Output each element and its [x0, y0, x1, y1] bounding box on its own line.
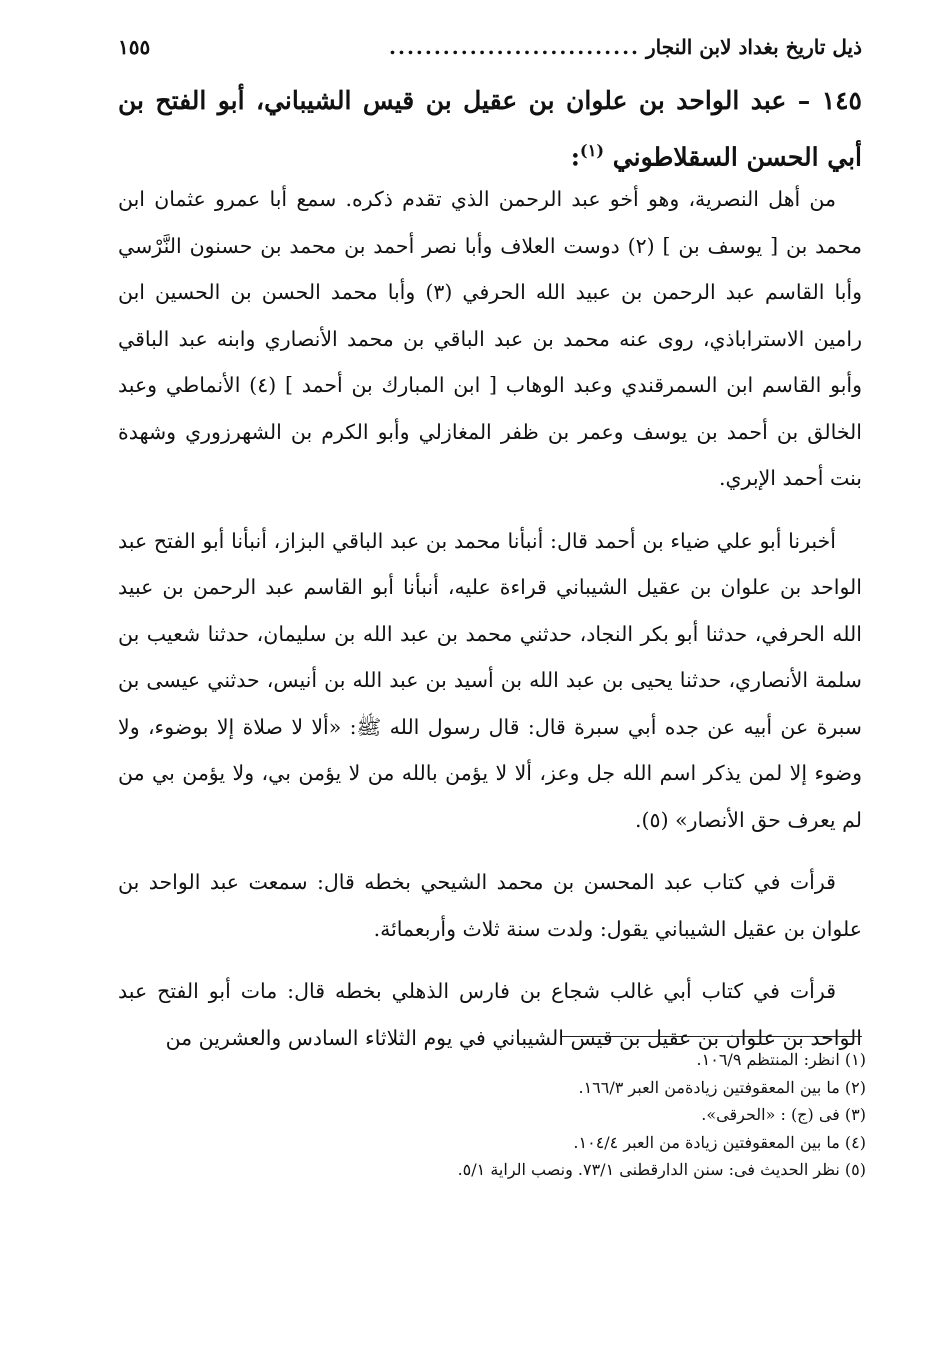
- footnote-5: (٥) نظر الحديث فى: سنن الدارقطنى ٧٣/١. ونصب الراية ٥/١.: [457, 1160, 866, 1179]
- footnote-2: (٢) ما بين المعقوفتين زيادةمن العبر ١٦٦/٣.: [578, 1077, 866, 1097]
- footnotes: [118, 1046, 866, 1184]
- running-header: [118, 30, 862, 64]
- heading-footnote-ref: (١): [579, 141, 605, 160]
- footnote-separator: [560, 1036, 862, 1037]
- heading-colon: :: [570, 142, 580, 172]
- paragraph-hadith-chain: أخبرنا أبو علي ضياء بن أحمد قال: أنبأنا محمد بن عبد الباقي البزاز، أنبأنا أبو الفتح عبد الواحد بن علوان بن عقيل الشيباني قراءة عليه، أنبأنا أبو القاسم عبد الرحمن بن عبيد الله الحرفي، حدثنا أبو بكر النجاد، حدثني محمد بن عبد الله بن سليمان، حدثنا شعيب بن سلمة الأنصاري، حدثنا يحيى بن عبد الله بن أسيد بن عبد الله بن أنيس، حدثني عيسى بن سبرة عن أبيه عن جده أبي سبرة قال: قال رسول الله ﷺ: «ألا لا صلاة إلا بوضوء، ولا وضوء إلا لمن يذكر اسم الله جل وعز، ألا لا يؤمن بالله من لا يؤمن بي، ولا يؤمن بي من لم يعرف حق الأنصار» (٥).: [118, 528, 862, 832]
- page-number: ١٥٥: [118, 35, 151, 59]
- footnote-1: (١) انظر: المنتظم ١٠٦/٩.: [696, 1050, 866, 1069]
- entry-heading-text: ١٤٥ – عبد الواحد بن علوان بن عقيل بن قيس الشيباني، أبو الفتح بن أبي الحسن السقلاطوني: [118, 86, 862, 172]
- running-title: ذيل تاريخ بغداد لابن النجار: [646, 35, 862, 59]
- paragraph-death: قرأت في كتاب أبي غالب شجاع بن فارس الذهلي بخطه قال: مات أبو الفتح عبد الواحد بن علوان بن عقيل بن قيس الشيباني في يوم الثلاثاء السادس والعشرين من: [118, 979, 862, 1050]
- footnote-4: (٤) ما بين المعقوفتين زيادة من العبر ١٠٤/٤.: [573, 1132, 866, 1152]
- entry-heading: [118, 76, 862, 182]
- paragraph-biography: من أهل النصرية، وهو أخو عبد الرحمن الذي تقدم ذكره. سمع أبا عمرو عثمان ابن محمد بن [ يوسف بن ] (٢) دوست العلاف وأبا نصر أحمد بن محمد بن حسنون النَّرْسي وأبا القاسم عبد الرحمن بن عبيد الله الحرفي (٣) وأبا محمد الحسن بن الحسين ابن رامين الاستراباذي، روى عنه محمد بن عبد الباقي بن محمد الأنصاري وابنه عبد الباقي وأبو القاسم ابن السمرقندي وعبد الوهاب [ ابن المبارك بن أحمد ] (٤) الأنماطي وعبد الخالق بن أحمد بن يوسف وعمر بن ظفر المغازلي وأبو الكرم بن الشهرزوري وشهدة بنت أحمد الإبري.: [118, 187, 863, 490]
- header-dot-leader: ............................: [389, 35, 640, 59]
- entry-body: [118, 176, 862, 1077]
- paragraph-birth: قرأت في كتاب عبد المحسن بن محمد الشيحي بخطه قال: سمعت عبد الواحد بن علوان بن عقيل الشيباني يقول: ولدت سنة ثلاث وأربعمائة.: [118, 870, 862, 941]
- footnote-3: (٣) فى (ج) : «الحرقى».: [701, 1105, 866, 1124]
